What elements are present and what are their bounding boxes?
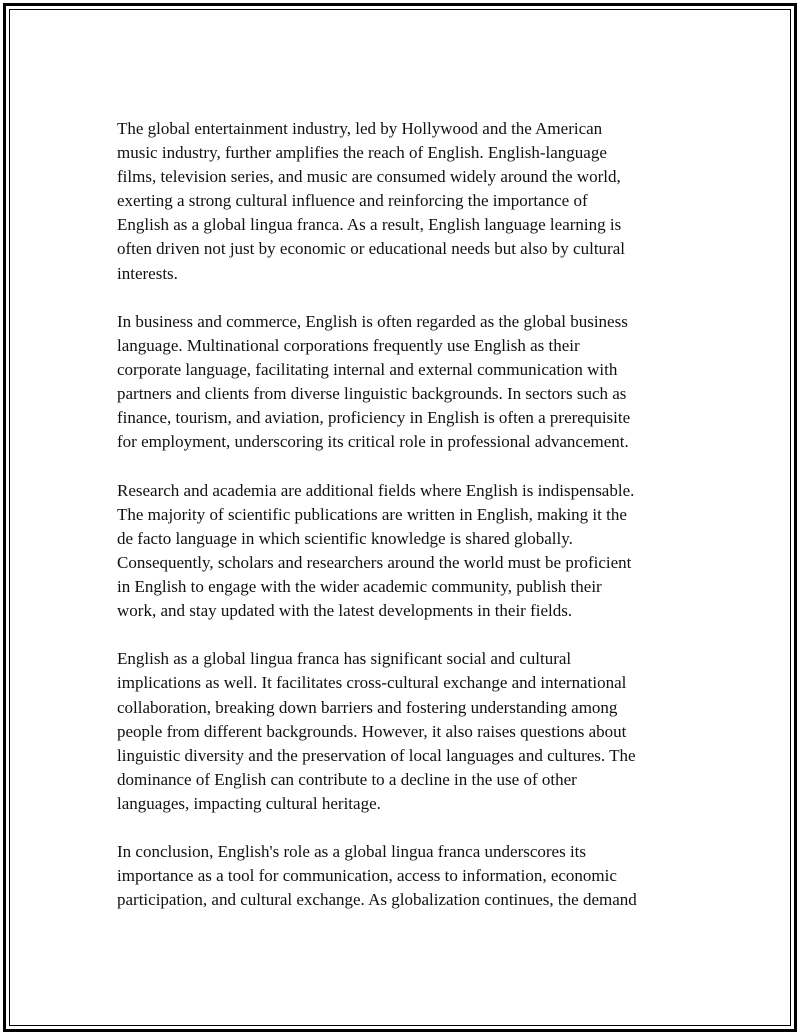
paragraph-research: Research and academia are additional fields where English is indispensable. The majority of scientific publications are written in English, making it the de facto language in which scientific knowledge is shared globally. Consequently, scholars and researchers around the world must be proficient in English to engage with the wider academic community, publish their work, and stay updated with the latest developments in their fields.: [117, 480, 635, 621]
document-body: [117, 117, 687, 937]
paragraph-conclusion: In conclusion, English's role as a global lingua franca underscores its importance as a tool for communication, access to information, economic participation, and cultural exchange. As globalization continues, the demand: [117, 842, 637, 910]
paragraph-social: English as a global lingua franca has significant social and cultural implications as well. It facilitates cross-cultural exchange and international collaboration, breaking down barriers and fostering understanding among people from different backgrounds. However, it also raises questions about linguistic diversity and the preservation of local languages and cultures. The dominance of English can contribute to a decline in the use of other languages, impacting cultural heritage.: [117, 649, 636, 813]
paragraph-entertainment: The global entertainment industry, led by Hollywood and the American music industry, further amplifies the reach of English. English-language films, television series, and music are consumed widely around the world, exerting a strong cultural influence and reinforcing the importance of English as a global lingua franca. As a result, English language learning is often driven not just by economic or educational needs but also by cultural interests.: [117, 119, 625, 283]
paragraph-business: In business and commerce, English is often regarded as the global business language. Multinational corporations frequently use English as their corporate language, facilitating internal and external communication with partners and clients from diverse linguistic backgrounds. In sectors such as finance, tourism, and aviation, proficiency in English is often a prerequisite for employment, underscoring its critical role in professional advancement.: [117, 311, 631, 452]
